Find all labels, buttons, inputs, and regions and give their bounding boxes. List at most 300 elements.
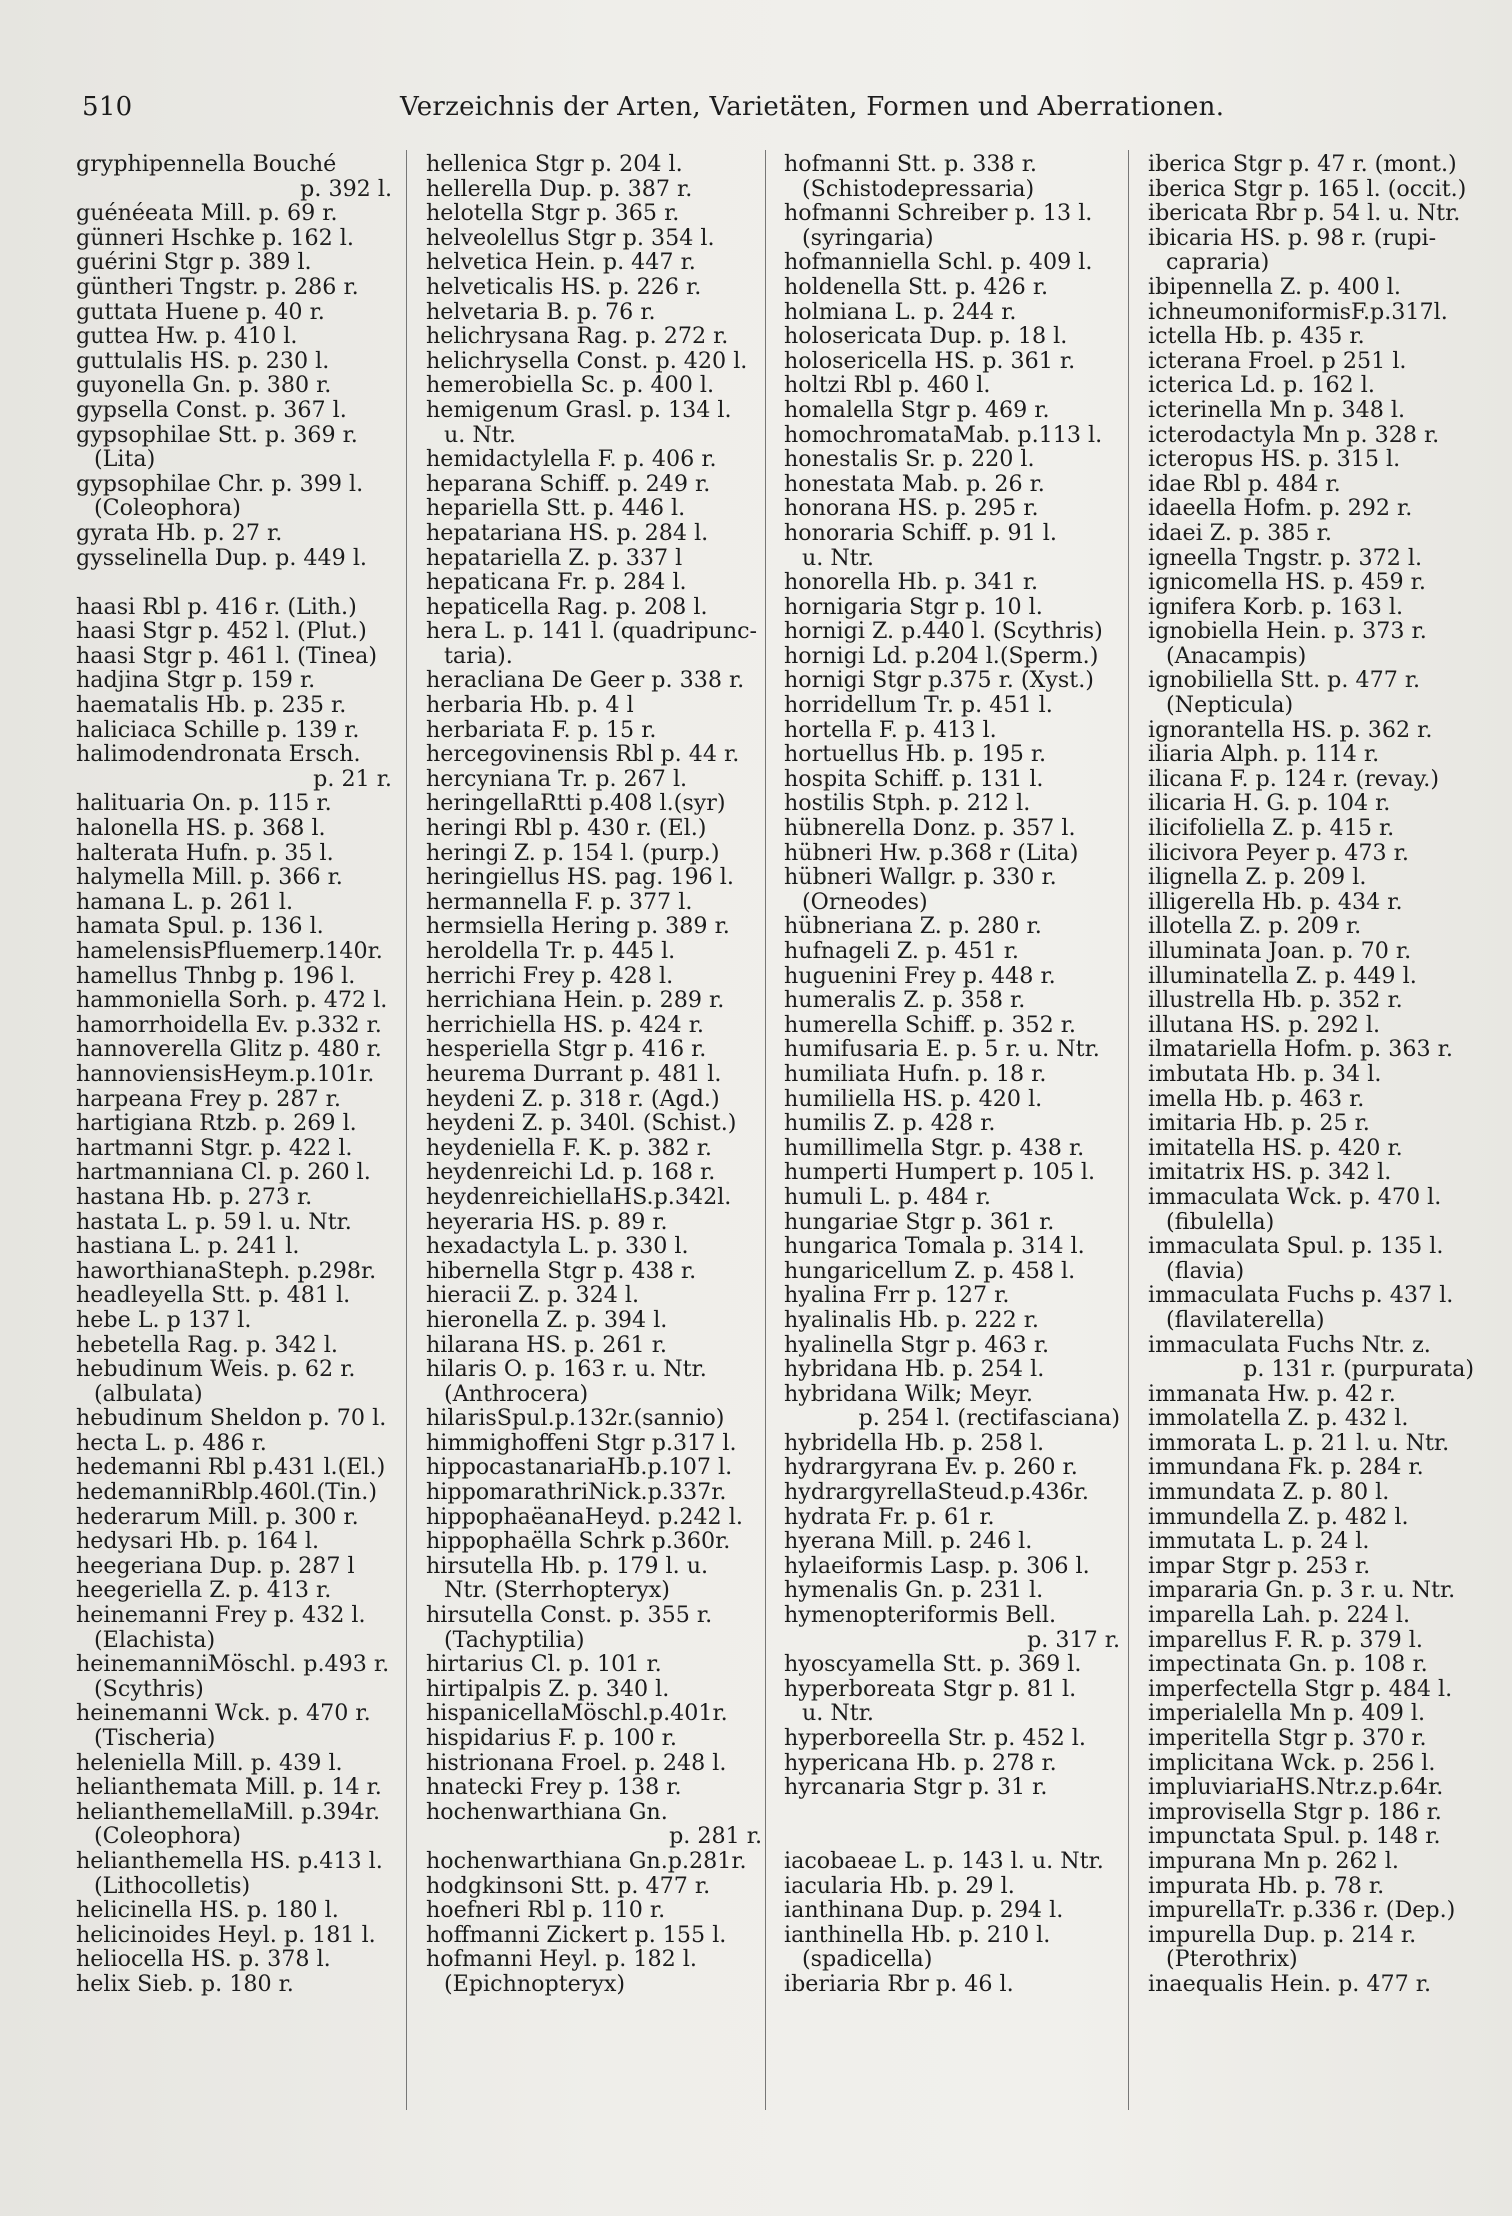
index-entry-line: humperti Humpert p. 105 l. [784, 1159, 1096, 1186]
index-entry-line: (Anacampis) [1166, 642, 1307, 669]
index-entry-line: guérini Stgr p. 389 l. [76, 249, 312, 276]
index-entry-line: hartmanni Stgr. p. 422 l. [76, 1134, 353, 1161]
index-entry-line: p. 317 r. [1027, 1626, 1120, 1653]
index-entry-line: hyalina Frr p. 127 r. [784, 1282, 1010, 1309]
index-entry-line: immorata L. p. 21 l. u. Ntr. [1148, 1429, 1450, 1456]
index-entry-line: gypsophilae Stt. p. 369 r. [76, 421, 358, 448]
index-entry-line: hamata Spul. p. 136 l. [76, 913, 324, 940]
index-entry-line: hebudinum Sheldon p. 70 l. [76, 1405, 387, 1432]
index-entry-line: holmiana L. p. 244 r. [784, 298, 1017, 325]
index-entry-line: p. 21 r. [313, 765, 392, 792]
index-entry-line: hyperboreella Str. p. 452 l. [784, 1725, 1086, 1751]
index-entry-line: hebudinum Weis. p. 62 r. [76, 1356, 356, 1383]
index-entry-line: hybridella Hb. p. 258 l. [784, 1429, 1045, 1456]
index-entry-line: ibicaria HS. p. 98 r. (rupi- [1148, 224, 1437, 251]
index-entry-line: heinemanni Wck. p. 470 r. [76, 1700, 371, 1727]
index-entry-line: hirsutella Const. p. 355 r. [426, 1602, 713, 1629]
index-entry-line: heegeriella Z. p. 413 r. [76, 1577, 332, 1604]
index-entry-line: heroldella Tr. p. 445 l. [426, 938, 676, 964]
index-entry-line: (flavia) [1166, 1257, 1245, 1284]
index-entry-line: (Coleophora) [94, 495, 241, 522]
index-entry-line: hamorrhoidella Ev. p.332 r. [76, 1011, 382, 1038]
column-divider [406, 150, 407, 2110]
index-entry-line: iberica Stgr p. 47 r. (mont.) [1148, 151, 1457, 177]
index-entry-line: impurella Dup. p. 214 r. [1148, 1921, 1417, 1948]
index-entry-line: hecta L. p. 486 r. [76, 1429, 267, 1456]
index-entry-line: ignifera Korb. p. 163 l. [1148, 593, 1404, 620]
index-entry-line: helichrysella Const. p. 420 l. [426, 347, 748, 374]
index-entry-line: (syringaria) [802, 224, 934, 251]
index-entry-line: homalella Stgr p. 469 r. [784, 396, 1050, 423]
index-entry-line: inaequalis Hein. p. 477 r. [1148, 1970, 1431, 1997]
index-entry-line: iacularia Hb. p. 29 l. [784, 1872, 1015, 1899]
column-divider [1128, 150, 1129, 2110]
index-entry-line: hübnerella Donz. p. 357 l. [784, 815, 1076, 842]
index-entry-line: hirsutella Hb. p. 179 l. u. [426, 1552, 709, 1579]
index-entry-line: hepaticella Rag. p. 208 l. [426, 593, 708, 620]
index-entry-line: herbaria Hb. p. 4 l [426, 692, 634, 719]
index-entry-line: hilarana HS. p. 261 r. [426, 1331, 667, 1358]
index-entry-line: hippomarathriNick.p.337r. [426, 1479, 727, 1506]
index-entry-line: helichrysana Rag. p. 272 r. [426, 323, 729, 350]
index-entry-line: imparella Lah. p. 224 l. [1148, 1602, 1410, 1629]
index-entry-line: haworthianaSteph. p.298r. [76, 1257, 377, 1284]
index-entry-line: hebe L. p 137 l. [76, 1306, 252, 1333]
index-entry-line: gypsella Const. p. 367 l. [76, 396, 347, 423]
index-entry-line: guttulalis HS. p. 230 l. [76, 347, 330, 374]
index-entry-line: guttata Huene p. 40 r. [76, 298, 325, 325]
index-entry-line: hodgkinsoni Stt. p. 477 r. [426, 1872, 711, 1899]
index-entry-line: hybridana Hb. p. 254 l. [784, 1356, 1045, 1383]
index-entry-line: gyrata Hb. p. 27 r. [76, 519, 283, 546]
index-entry-line: immundella Z. p. 482 l. [1148, 1503, 1409, 1530]
index-entry-line: hofmanni Stt. p. 338 r. [784, 151, 1037, 177]
index-entry-line: ilicivora Peyer p. 473 r. [1148, 839, 1409, 866]
index-entry-line: illigerella Hb. p. 434 r. [1148, 888, 1403, 915]
index-entry-line: hornigaria Stgr p. 10 l. [784, 593, 1043, 620]
index-entry-line: herbariata F. p. 15 r. [426, 716, 657, 743]
index-entry-line: helix Sieb. p. 180 r. [76, 1970, 294, 1997]
index-entry-line: halonella HS. p. 368 l. [76, 815, 326, 842]
index-entry-line: hamellus Thnbg p. 196 l. [76, 962, 356, 989]
index-entry-line: hederarum Mill. p. 300 r. [76, 1503, 359, 1530]
index-entry-line: helotella Stgr p. 365 r. [426, 200, 680, 227]
index-entry-line: hofmanniella Schl. p. 409 l. [784, 249, 1093, 276]
index-entry-line: honestalis Sr. p. 220 l. [784, 446, 1035, 473]
index-entry-line: heurema Durrant p. 481 l. [426, 1060, 722, 1087]
index-entry-line: heydenreichiellaHS.p.342l. [426, 1183, 732, 1210]
index-entry-line: imperialella Mn p. 409 l. [1148, 1700, 1426, 1727]
index-entry-line: (Elachista) [94, 1626, 216, 1653]
index-entry-line: hofmanni Schreiber p. 13 l. [784, 200, 1093, 227]
index-entry-line: honorana HS. p. 295 r. [784, 495, 1039, 522]
index-entry-line: hamana L. p. 261 l. [76, 888, 294, 915]
index-entry-line: heringi Rbl p. 430 r. (El.) [426, 815, 707, 842]
index-entry-line: helianthemella HS. p.413 l. [76, 1847, 383, 1874]
index-entry-line: imitaria Hb. p. 25 r. [1148, 1110, 1370, 1137]
index-entry-line: hymenopteriformis Bell. [784, 1602, 1057, 1629]
index-entry-line: holdenella Stt. p. 426 r. [784, 273, 1049, 300]
index-entry-line: iberiaria Rbr p. 46 l. [784, 1970, 1014, 1997]
index-entry-line: holosericella HS. p. 361 r. [784, 347, 1076, 374]
index-entry-line: humuli L. p. 484 r. [784, 1183, 991, 1210]
index-entry-line: hermsiella Hering p. 389 r. [426, 913, 730, 940]
index-entry-line: helicinella HS. p. 180 l. [76, 1897, 339, 1924]
index-entry-line: hofmanni Heyl. p. 182 l. [426, 1946, 697, 1973]
index-entry-line: harpeana Frey p. 287 r. [76, 1085, 341, 1112]
index-entry-line: ibipennella Z. p. 400 l. [1148, 273, 1401, 300]
index-entry-line: herrichiana Hein. p. 289 r. [426, 987, 725, 1014]
index-entry-line: idaei Z. p. 385 r. [1148, 519, 1332, 546]
index-entry-line: güntheri Tngstr. p. 286 r. [76, 273, 359, 300]
index-entry-line: helveolellus Stgr p. 354 l. [426, 224, 715, 251]
index-entry-line: hilaris O. p. 163 r. u. Ntr. [426, 1356, 707, 1383]
index-entry-line: hercegovinensis Rbl p. 44 r. [426, 741, 740, 768]
index-entry-line: p. 254 l. (rectifasciana) [858, 1405, 1120, 1432]
index-entry-line: illuminatella Z. p. 449 l. [1148, 962, 1417, 989]
index-entry-line: hortuellus Hb. p. 195 r. [784, 741, 1047, 768]
index-entry-line: Ntr. (Sterrhopteryx) [444, 1577, 670, 1604]
index-entry-line: hnatecki Frey p. 138 r. [426, 1774, 682, 1801]
index-entry-line: hungaricellum Z. p. 458 l. [784, 1257, 1076, 1284]
section-gap [784, 1800, 1124, 1825]
index-entry-line: hydrata Fr. p. 61 r. [784, 1503, 995, 1530]
index-entry-line: hannoviensisHeym.p.101r. [76, 1060, 375, 1087]
index-entry-line: hornigi Stgr p.375 r. (Xyst.) [784, 667, 1094, 694]
index-entry-line: hera L. p. 141 l. (quadripunc- [426, 618, 758, 645]
index-entry-line: (Nepticula) [1166, 692, 1294, 719]
index-entry-line: heegeriana Dup. p. 287 l [76, 1552, 355, 1579]
index-entry-line: iliaria Alph. p. 114 r. [1148, 741, 1380, 768]
index-entry-line: immaculata Wck. p. 470 l. [1148, 1183, 1442, 1210]
index-entry-line: impurana Mn p. 262 l. [1148, 1847, 1399, 1874]
index-entry-line: hypericana Hb. p. 278 r. [784, 1749, 1057, 1776]
index-entry-line: hadjina Stgr p. 159 r. [76, 667, 316, 694]
index-entry-line: idae Rbl p. 484 r. [1148, 470, 1341, 497]
index-entry-line: hepariella Stt. p. 446 l. [426, 495, 686, 522]
index-entry-line: heringiellus HS. pag. 196 l. [426, 864, 734, 891]
index-entry-line: ianthinella Hb. p. 210 l. [784, 1921, 1051, 1948]
index-entry-line: hastiana L. p. 241 l. [76, 1233, 300, 1260]
index-entry-line: ichneumoniformisF.p.317l. [1148, 298, 1448, 325]
index-entry-line: hübneriana Z. p. 280 r. [784, 913, 1042, 940]
index-entry-line: helveticalis HS. p. 226 r. [426, 273, 702, 300]
index-entry-line: hartigiana Rtzb. p. 269 l. [76, 1110, 357, 1137]
index-entry-line: icterica Ld. p. 162 l. [1148, 372, 1375, 399]
index-entry-line: heyeraria HS. p. 89 r. [426, 1208, 668, 1235]
index-column-3 [784, 152, 1124, 1997]
index-entry-line: honestata Mab. p. 26 r. [784, 470, 1045, 497]
index-entry-line: taria). [444, 642, 513, 669]
index-entry-line: heinemanniMöschl. p.493 r. [76, 1651, 390, 1678]
index-entry-line: haematalis Hb. p. 235 r. [76, 692, 347, 719]
index-entry-line: impar Stgr p. 253 r. [1148, 1552, 1371, 1579]
index-entry-line: guyonella Gn. p. 380 r. [76, 372, 332, 399]
index-entry-line: huguenini Frey p. 448 r. [784, 962, 1056, 989]
index-entry-line: hortella F. p. 413 l. [784, 716, 997, 743]
index-entry-line: immaculata Fuchs Ntr. z. [1148, 1331, 1431, 1358]
index-entry-line: (spadicella) [802, 1946, 933, 1973]
index-entry-line: helvetaria B. p. 76 r. [426, 298, 656, 325]
index-entry-line: hirtipalpis Z. p. 340 l. [426, 1675, 670, 1702]
index-entry-line: ilignella Z. p. 209 l. [1148, 864, 1367, 891]
index-entry-line: hydrargyrana Ev. p. 260 r. [784, 1454, 1078, 1481]
section-gap [784, 1824, 1124, 1849]
index-entry-line: (flavilaterella) [1166, 1306, 1325, 1333]
index-entry-line: hippophaëanaHeyd. p.242 l. [426, 1503, 743, 1530]
index-entry-line: (Scythris) [94, 1675, 204, 1702]
page-number: 510 [82, 92, 133, 122]
index-entry-line: (Lita) [94, 446, 156, 473]
index-entry-line: u. Ntr. [802, 544, 874, 571]
index-entry-line: hydrargyrellaSteud.p.436r. [784, 1479, 1089, 1506]
index-entry-line: hippocastanariaHb.p.107 l. [426, 1454, 733, 1481]
index-entry-line: hispidarius F. p. 100 r. [426, 1725, 677, 1751]
index-entry-line: imella Hb. p. 463 r. [1148, 1085, 1365, 1112]
index-entry-line: (Anthrocera) [444, 1380, 589, 1407]
index-entry-line: u. Ntr. [444, 421, 516, 448]
index-entry-line: iacobaeae L. p. 143 l. u. Ntr. [784, 1847, 1104, 1874]
index-entry-line: hochenwarthiana Gn. [426, 1798, 668, 1825]
index-entry-line: immaculata Spul. p. 135 l. [1148, 1233, 1444, 1260]
index-entry-line: immolatella Z. p. 432 l. [1148, 1405, 1409, 1432]
index-entry-line: gypsophilae Chr. p. 399 l. [76, 470, 364, 497]
index-entry-line: imperfectella Stgr p. 484 l. [1148, 1675, 1453, 1702]
index-entry-line: hyrcanaria Stgr p. 31 r. [784, 1774, 1048, 1801]
index-entry-line: heinemanni Frey p. 432 l. [76, 1602, 366, 1629]
index-entry-line: ilicana F. p. 124 r. (revay.) [1148, 765, 1439, 792]
index-entry-line: hylaeiformis Lasp. p. 306 l. [784, 1552, 1090, 1579]
index-entry-line: guénéeata Mill. p. 69 r. [76, 200, 338, 227]
index-entry-line: imitatrix HS. p. 342 l. [1148, 1159, 1392, 1186]
index-entry-line: hostilis Stph. p. 212 l. [784, 790, 1031, 817]
index-entry-line: p. 281 r. [669, 1823, 762, 1850]
index-entry-line: hirtarius Cl. p. 101 r. [426, 1651, 662, 1678]
running-head: Verzeichnis der Arten, Varietäten, Formen und Aberrationen. [400, 92, 1225, 122]
index-entry-line: icterodactyla Mn p. 328 r. [1148, 421, 1440, 448]
index-entry-line: (Schistodepressaria) [802, 175, 1035, 202]
index-entry-line: hellerella Dup. p. 387 r. [426, 175, 693, 202]
index-entry-line: humeralis Z. p. 358 r. [784, 987, 1026, 1014]
index-entry-line: horridellum Tr. p. 451 l. [784, 692, 1053, 719]
index-entry-line: impararia Gn. p. 3 r. u. Ntr. [1148, 1577, 1456, 1604]
index-entry-line: (Pterothrix) [1166, 1946, 1298, 1973]
index-entry-line: (albulata) [94, 1380, 203, 1407]
index-entry-line: hyperboreata Stgr p. 81 l. [784, 1675, 1077, 1702]
index-entry-line: hymenalis Gn. p. 231 l. [784, 1577, 1044, 1604]
index-entry-line: hesperiella Stgr p. 416 r. [426, 1036, 707, 1063]
index-entry-line: igneella Tngstr. p. 372 l. [1148, 544, 1423, 571]
index-entry-line: helvetica Hein. p. 447 r. [426, 249, 696, 276]
index-entry-line: haasi Stgr p. 452 l. (Plut.) [76, 618, 367, 645]
index-entry-line: hemerobiella Sc. p. 400 l. [426, 372, 715, 399]
index-entry-line: ibericata Rbr p. 54 l. u. Ntr. [1148, 200, 1461, 227]
index-entry-line: hammoniella Sorh. p. 472 l. [76, 987, 388, 1014]
index-entry-line: hermannella F. p. 377 l. [426, 888, 693, 915]
index-entry-line: histrionana Froel. p. 248 l. [426, 1749, 727, 1776]
index-entry-line: heliocella HS. p. 378 l. [76, 1946, 331, 1973]
index-entry-line: hübneri Wallgr. p. 330 r. [784, 864, 1057, 891]
index-entry-line: hübneri Hw. p.368 r (Lita) [784, 839, 1079, 866]
index-entry-line: impurata Hb. p. 78 r. [1148, 1872, 1385, 1899]
index-entry-line: ignobiliella Stt. p. 477 r. [1148, 667, 1421, 694]
index-entry-line: u. Ntr. [802, 1700, 874, 1727]
index-entry-line: capraria) [1166, 249, 1270, 276]
index-entry-line: imbutata Hb. p. 34 l. [1148, 1060, 1382, 1087]
index-entry-line: (fibulella) [1166, 1208, 1275, 1235]
index-entry-line: ictella Hb. p. 435 r. [1148, 323, 1365, 350]
index-entry-line: hellenica Stgr p. 204 l. [426, 151, 683, 177]
index-column-1 [76, 152, 396, 1997]
index-entry-line: hornigi Z. p.440 l. (Scythris) [784, 618, 1103, 645]
index-entry-line: hospita Schiff. p. 131 l. [784, 765, 1044, 792]
index-entry-line: hungariae Stgr p. 361 r. [784, 1208, 1055, 1235]
index-entry-line: (Tischeria) [94, 1725, 216, 1751]
index-entry-line: holtzi Rbl p. 460 l. [784, 372, 991, 399]
index-entry-line: hebetella Rag. p. 342 l. [76, 1331, 338, 1358]
index-entry-line: hippophaëlla Schrk p.360r. [426, 1528, 731, 1555]
index-entry-line: impluviariaHS.Ntr.z.p.64r. [1148, 1774, 1444, 1801]
index-entry-line: helianthemellaMill. p.394r. [76, 1798, 380, 1825]
index-entry-line: ilicaria H. G. p. 104 r. [1148, 790, 1391, 817]
index-entry-line: humiliella HS. p. 420 l. [784, 1085, 1043, 1112]
index-entry-line: hyoscyamella Stt. p. 369 l. [784, 1651, 1082, 1678]
index-entry-line: hepaticana Fr. p. 284 l. [426, 569, 687, 596]
index-entry-line: hispanicellaMöschl.p.401r. [426, 1700, 728, 1727]
index-entry-line: imitatella HS. p. 420 r. [1148, 1134, 1403, 1161]
index-entry-line: ignicomella HS. p. 459 r. [1148, 569, 1426, 596]
index-entry-line: heydeni Z. p. 318 r. (Agd.) [426, 1085, 720, 1112]
index-entry-line: iberica Stgr p. 165 l. (occit.) [1148, 175, 1467, 202]
index-entry-line: gysselinella Dup. p. 449 l. [76, 544, 367, 571]
index-entry-line: hedysari Hb. p. 164 l. [76, 1528, 320, 1555]
index-entry-line: humillimella Stgr. p. 438 r. [784, 1134, 1085, 1161]
index-entry-line: guttea Hw. p. 410 l. [76, 323, 298, 350]
index-entry-line: (Epichnopteryx) [444, 1970, 626, 1997]
index-entry-line: illutana HS. p. 292 l. [1148, 1011, 1381, 1038]
index-entry-line: impurellaTr. p.336 r. (Dep.) [1148, 1897, 1456, 1924]
index-entry-line: honorella Hb. p. 341 r. [784, 569, 1039, 596]
index-entry-line: honoraria Schiff. p. 91 l. [784, 519, 1057, 546]
page-header [82, 92, 1452, 132]
index-entry-line: impectinata Gn. p. 108 r. [1148, 1651, 1428, 1678]
index-entry-line: hamelensisPfluemerp.140r. [76, 938, 383, 964]
index-entry-line: immutata L. p. 24 l. [1148, 1528, 1370, 1555]
index-entry-line: himmighoffeni Stgr p.317 l. [426, 1429, 737, 1456]
index-column-4 [1148, 152, 1478, 1997]
index-entry-line: hepatariella Z. p. 337 l [426, 544, 683, 571]
index-entry-line: (Coleophora) [94, 1823, 241, 1850]
index-entry-line: hyerana Mill. p. 246 l. [784, 1528, 1033, 1555]
index-entry-line: illuminata Joan. p. 70 r. [1148, 938, 1412, 964]
index-entry-line: (Lithocolletis) [94, 1872, 251, 1899]
index-entry-line: hyalinella Stgr p. 463 r. [784, 1331, 1050, 1358]
index-entry-line: immundata Z. p. 80 l. [1148, 1479, 1390, 1506]
index-entry-line: hieracii Z. p. 324 l. [426, 1282, 640, 1309]
index-entry-line: herrichi Frey p. 428 l. [426, 962, 674, 989]
index-entry-line: haasi Rbl p. 416 r. (Lith.) [76, 593, 357, 620]
index-entry-line: hoefneri Rbl p. 110 r. [426, 1897, 666, 1924]
index-entry-line: helicinoides Heyl. p. 181 l. [76, 1921, 376, 1948]
index-entry-line: immanata Hw. p. 42 r. [1148, 1380, 1396, 1407]
index-entry-line: ilmatariella Hofm. p. 363 r. [1148, 1036, 1453, 1063]
index-entry-line: illustrella Hb. p. 352 r. [1148, 987, 1403, 1014]
index-entry-line: hercyniana Tr. p. 267 l. [426, 765, 688, 792]
index-entry-line: p. 131 r. (purpurata) [1243, 1356, 1474, 1383]
index-entry-line: heracliana De Geer p. 338 r. [426, 667, 745, 694]
index-entry-line: ignorantella HS. p. 362 r. [1148, 716, 1433, 743]
index-entry-line: hufnageli Z. p. 451 r. [784, 938, 1019, 964]
index-entry-line: improvisella Stgr p. 186 r. [1148, 1798, 1442, 1825]
index-entry-line: haliciaca Schille p. 139 r. [76, 716, 360, 743]
index-entry-line: hungarica Tomala p. 314 l. [784, 1233, 1085, 1260]
index-entry-line: immaculata Fuchs p. 437 l. [1148, 1282, 1454, 1309]
index-entry-line: idaeella Hofm. p. 292 r. [1148, 495, 1413, 522]
index-entry-line: heleniella Mill. p. 439 l. [76, 1749, 343, 1776]
index-entry-line: herrichiella HS. p. 424 r. [426, 1011, 704, 1038]
index-entry-line: headleyella Stt. p. 481 l. [76, 1282, 351, 1309]
index-entry-line: humifusaria E. p. 5 r. u. Ntr. [784, 1036, 1100, 1063]
section-gap [76, 570, 396, 595]
index-entry-line: halterata Hufn. p. 35 l. [76, 839, 334, 866]
index-entry-line: hemidactylella F. p. 406 r. [426, 446, 717, 473]
index-entry-line: halimodendronata Ersch. [76, 741, 361, 768]
index-entry-line: hexadactyla L. p. 330 l. [426, 1233, 689, 1260]
index-entry-line: ilicifoliella Z. p. 415 r. [1148, 815, 1395, 842]
index-entry-line: hepatariana HS. p. 284 l. [426, 519, 709, 546]
index-entry-line: holosericata Dup. p. 18 l. [784, 323, 1068, 350]
index-entry-line: humerella Schiff. p. 352 r. [784, 1011, 1076, 1038]
index-entry-line: hedemanni Rbl p.431 l.(El.) [76, 1454, 386, 1481]
index-entry-line: halituaria On. p. 115 r. [76, 790, 332, 817]
index-entry-line: hilarisSpul.p.132r.(sannio) [426, 1405, 725, 1432]
index-entry-line: heparana Schiff. p. 249 r. [426, 470, 711, 497]
index-entry-line: imparellus F. R. p. 379 l. [1148, 1626, 1423, 1653]
index-entry-line: hyalinalis Hb. p. 222 r. [784, 1306, 1039, 1333]
index-entry-line: icterinella Mn p. 348 l. [1148, 396, 1406, 423]
index-entry-line: icteropus HS. p. 315 l. [1148, 446, 1401, 473]
index-entry-line: hannoverella Glitz p. 480 r. [76, 1036, 382, 1063]
index-entry-line: hieronella Z. p. 394 l. [426, 1306, 668, 1333]
index-entry-line: gryphipennella Bouché [76, 151, 337, 177]
index-entry-line: hastana Hb. p. 273 r. [76, 1183, 313, 1210]
index-entry-line: heydeniella F. K. p. 382 r. [426, 1134, 712, 1161]
index-entry-line: helianthemata Mill. p. 14 r. [76, 1774, 382, 1801]
index-entry-line: hibernella Stgr p. 438 r. [426, 1257, 697, 1284]
index-entry-line: günneri Hschke p. 162 l. [76, 224, 354, 251]
index-entry-line: implicitana Wck. p. 256 l. [1148, 1749, 1436, 1776]
index-entry-line: humilis Z. p. 428 r. [784, 1110, 996, 1137]
index-entry-line: impunctata Spul. p. 148 r. [1148, 1823, 1441, 1850]
index-entry-line: halymella Mill. p. 366 r. [76, 864, 343, 891]
index-entry-line: hemigenum Grasl. p. 134 l. [426, 396, 732, 423]
index-entry-line: hedemanniRblp.460l.(Tin.) [76, 1479, 378, 1506]
index-entry-line: imperitella Stgr p. 370 r. [1148, 1725, 1427, 1751]
index-entry-line: hybridana Wilk; Meyr. [784, 1380, 1033, 1407]
index-entry-line: heringi Z. p. 154 l. (purp.) [426, 839, 720, 866]
index-entry-line: homochromataMab. p.113 l. [784, 421, 1103, 448]
index-entry-line: haasi Stgr p. 461 l. (Tinea) [76, 642, 378, 669]
index-entry-line: hastata L. p. 59 l. u. Ntr. [76, 1208, 352, 1235]
index-entry-line: ianthinana Dup. p. 294 l. [784, 1897, 1064, 1924]
index-entry-line: heydeni Z. p. 340l. (Schist.) [426, 1110, 737, 1137]
index-entry-line: hoffmanni Zickert p. 155 l. [426, 1921, 727, 1948]
index-entry-line: illotella Z. p. 209 r. [1148, 913, 1362, 940]
index-entry-line: humiliata Hufn. p. 18 r. [784, 1060, 1047, 1087]
index-entry-line: ignobiella Hein. p. 373 r. [1148, 618, 1427, 645]
index-entry-line: icterana Froel. p 251 l. [1148, 347, 1407, 374]
index-entry-line: (Tachyptilia) [444, 1626, 585, 1653]
